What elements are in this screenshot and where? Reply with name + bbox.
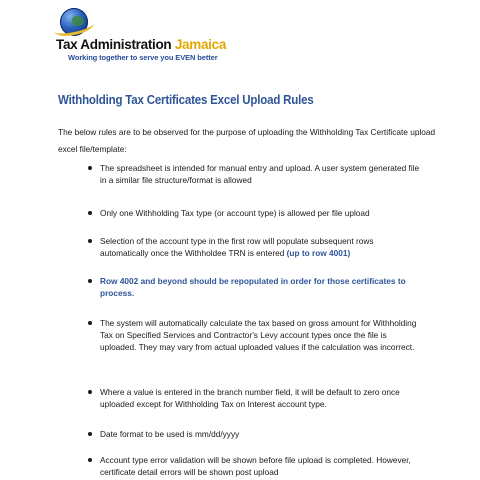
rule-text-emphasized: Row 4002 and beyond should be repopulated in order for those certificates to process. <box>100 276 406 298</box>
intro-paragraph: The below rules are to be observed for the purpose of uploading the Withholding Tax Certificate upload excel file/template: <box>58 127 436 154</box>
bullet-icon <box>88 166 92 170</box>
rule-text: Where a value is entered in the branch number field, it will be default to zero once uploaded except for Withholding Tax on Interest account type. <box>100 387 400 409</box>
bullet-icon <box>88 458 92 462</box>
bullet-icon <box>88 321 92 325</box>
rule-text-emphasis: (up to row 4001) <box>286 248 351 258</box>
rule-text: Account type error validation will be shown before file upload is completed. However, certificate detail errors will be shown post upload <box>100 455 411 477</box>
brand-name-part1: Tax Administration <box>56 37 175 52</box>
bullet-icon <box>88 211 92 215</box>
brand-tagline: Working together to serve you EVEN better <box>68 53 218 62</box>
bullet-icon <box>88 239 92 243</box>
bullet-icon <box>88 432 92 436</box>
rule-text: The spreadsheet is intended for manual entry and upload. A user system generated file in a similar file structure/format is allowed <box>100 163 420 185</box>
rule-text: Only one Withholding Tax type (or account type) is allowed per file upload <box>100 208 370 218</box>
bullet-icon <box>88 390 92 394</box>
rule-text: The system will automatically calculate the tax based on gross amount for Withholding Tax on Specified Services and Contractor's Levy account types once the file is uploaded. They may vary from actual uploaded values if the calculation was incorrect. <box>100 318 417 352</box>
brand-name-part2: Jamaica <box>174 37 227 52</box>
rule-text-main: Selection of the account type in the first row will populate subsequent rows automatically once the Withholdee TRN is entered <box>100 236 374 258</box>
rule-text: Date format to be used is mm/dd/yyyy <box>100 429 240 439</box>
brand-name <box>56 38 226 52</box>
bullet-icon <box>88 279 92 283</box>
page-title: Withholding Tax Certificates Excel Upload Rules <box>58 93 314 107</box>
rule-text <box>100 235 420 259</box>
tax-administration-jamaica-logo <box>54 8 254 68</box>
